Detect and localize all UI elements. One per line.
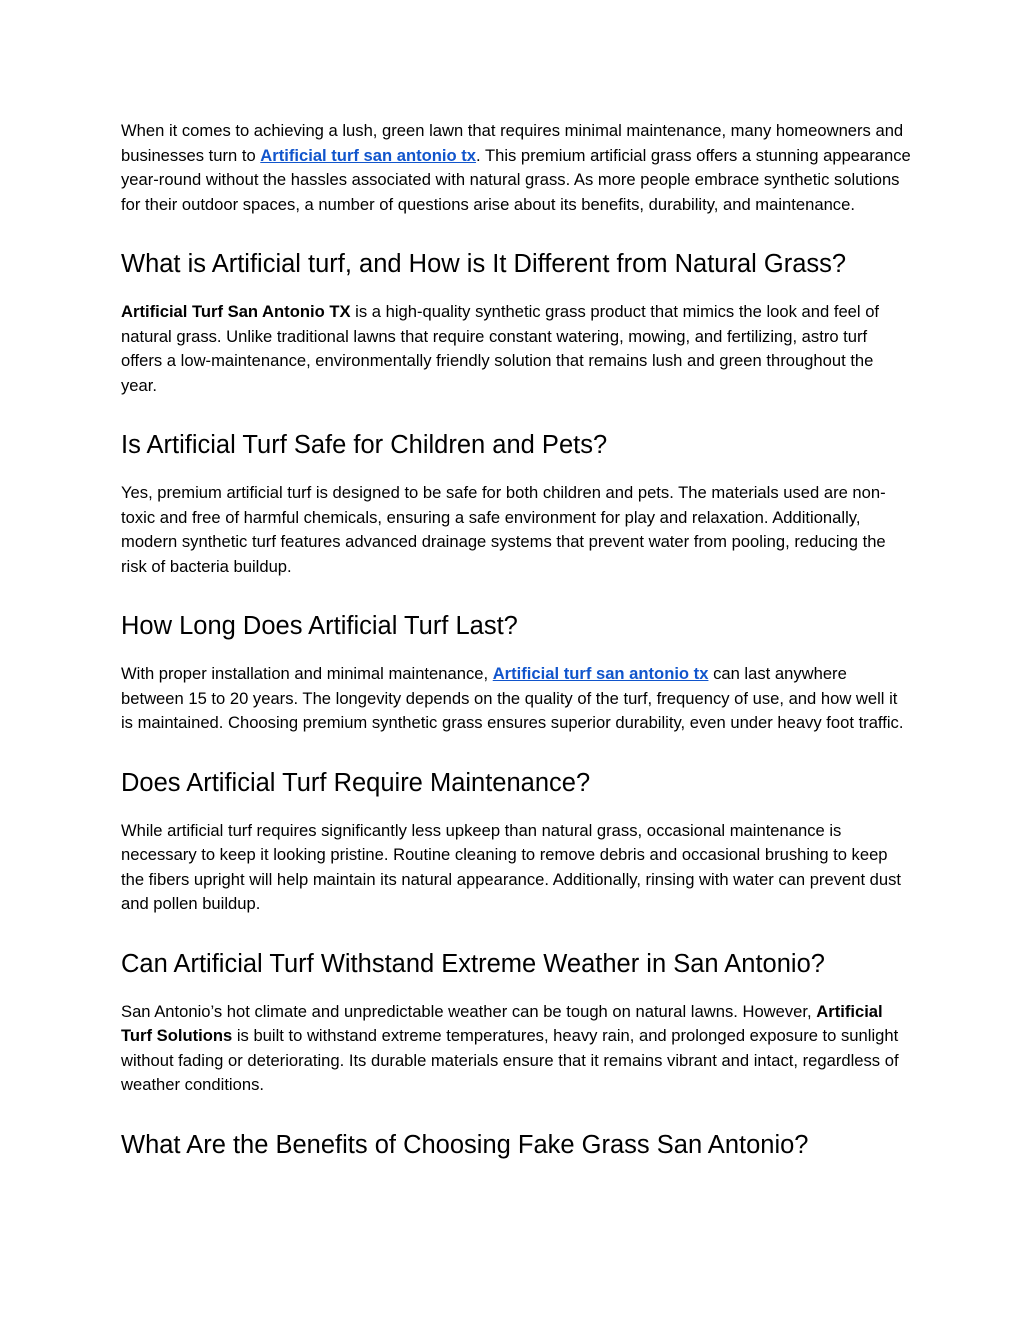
bold-term: Artificial Turf San Antonio TX [121, 302, 351, 321]
paragraph-safety: Yes, premium artificial turf is designed to be safe for both children and pets. The materials used are non-toxic and free of harmful chemicals, ensuring a safe environment for play and relaxation. Additionally, modern synthetic turf features advanced drainage systems that prevent water from pooling, reducing the risk of bacteria buildup. [121, 483, 886, 576]
heading-benefits: What Are the Benefits of Choosing Fake Grass San Antonio? [121, 1130, 809, 1159]
paragraph-text: is a high-quality synthetic grass product that mimics the look and feel of natural grass. Unlike traditional lawns that require constant watering, mowing, and fertilizing, astro turf offers a low-maintenance, environmentally friendly solution that remains lush and green throughout the year. [121, 302, 880, 395]
heading-lifespan: How Long Does Artificial Turf Last? [121, 612, 518, 640]
paragraph-text: San Antonio’s hot climate and unpredictable weather can be tough on natural lawns. However, [121, 1001, 817, 1021]
section-weather [121, 948, 911, 1098]
section-safety [121, 429, 911, 579]
section-lifespan [121, 610, 911, 736]
section-what-is [121, 248, 911, 398]
paragraph-text: can last anywhere between 15 to 20 years. The longevity depends on the quality of the turf, frequency of use, and how well it is maintained. Choosing premium synthetic grass ensures superior durability, even under heavy foot traffic. [121, 664, 904, 732]
heading-weather: Can Artificial Turf Withstand Extreme Weather in San Antonio? [121, 949, 825, 978]
intro-paragraph [121, 119, 911, 217]
paragraph-weather [121, 1000, 911, 1098]
paragraph-maintenance: While artificial turf requires significantly less upkeep than natural grass, occasional maintenance is necessary to keep it looking pristine. Routine cleaning to remove debris and occasional brushing to keep the fibers upright will help maintain its natural appearance. Additionally, rinsing with water can prevent dust and pollen buildup. [121, 820, 902, 913]
intro-link[interactable]: Artificial turf san antonio tx [260, 145, 477, 165]
document-page [121, 119, 911, 1161]
section-maintenance [121, 767, 911, 917]
heading-maintenance: Does Artificial Turf Require Maintenance? [121, 768, 591, 797]
intro-text-1: When it comes to achieving a lush, green lawn that requires minimal maintenance, many homeowners and businesses turn to [121, 121, 904, 165]
paragraph-text: With proper installation and minimal maintenance, [121, 664, 493, 683]
heading-what-is: What is Artificial turf, and How is It Different from Natural Grass? [121, 250, 847, 278]
bold-term: Artificial Turf Solutions [121, 1001, 883, 1045]
heading-safety: Is Artificial Turf Safe for Children and Pets? [121, 431, 608, 459]
paragraph-what-is [121, 300, 911, 398]
lifespan-link[interactable]: Artificial turf san antonio tx [492, 664, 709, 683]
intro-text-2: . This premium artificial grass offers a stunning appearance year-round without the hassles associated with natural grass. As more people embrace synthetic solutions for their outdoor spaces, a number of questions arise about its benefits, durability, and maintenance. [121, 145, 911, 214]
section-benefits [121, 1129, 911, 1161]
paragraph-lifespan [121, 662, 911, 736]
paragraph-text: is built to withstand extreme temperatures, heavy rain, and prolonged exposure to sunlight without fading or deteriorating. Its durable materials ensure that it remains vibrant and intact, regardless of weather conditions. [121, 1026, 899, 1094]
